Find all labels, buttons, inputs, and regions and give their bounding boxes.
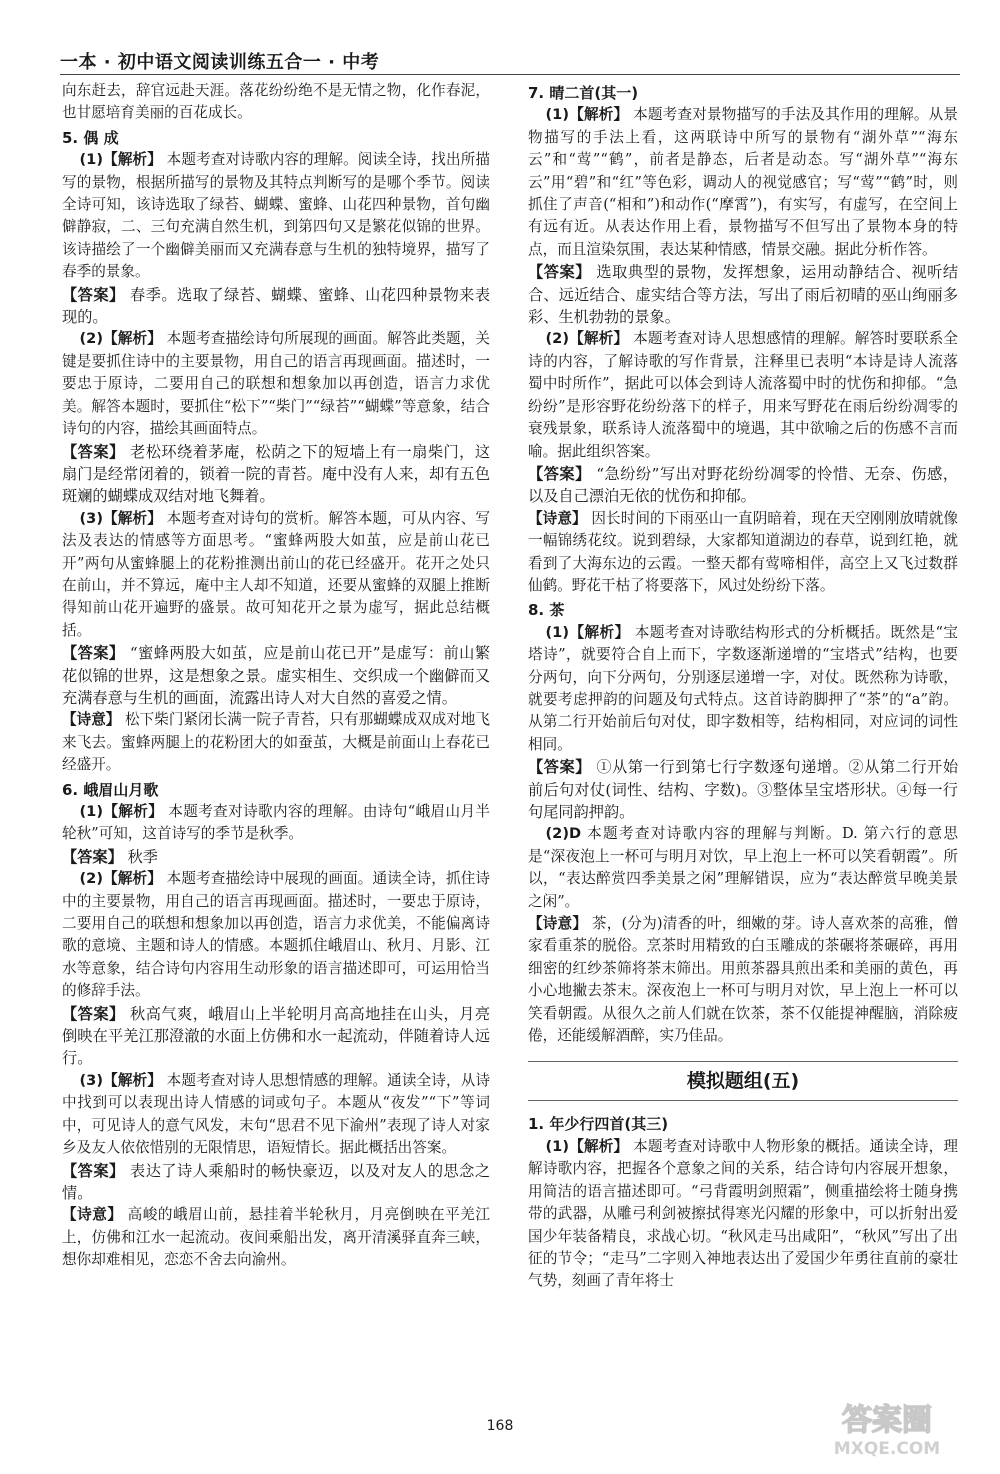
- answer-text: 选取典型的景物，发挥想象，运用动静结合、视听结合、远近结合、虚实结合等方法，写出了雨后初晴的巫山绚丽多彩、生机勃勃的景象。: [528, 263, 959, 327]
- left-column: [62, 80, 490, 1272]
- answer-tag: 【答案】: [62, 1004, 125, 1023]
- analysis-tag: (2)D: [545, 825, 582, 843]
- q7-answer-1: [528, 261, 958, 328]
- analysis-text: 本题考查对景物描写的手法及其作用的理解。从景物描写的手法上看，这两联诗中所写的景物有“湖外草”“海东云”和“莺”“鹤”，前者是静态，后者是动态。写“湖外草”“海东云”用“碧”和“红”等色彩，调动人的视觉感官；写“莺”“鹤”时，则抓住了声音(“相和”)和动作(“摩霄”)，有实写，有虚写，在空间上有远有近。从表达作用上看，景物描写不但写出了景物本身的特点，而且渲染氛围，表达某种情感，情景交融。据此分析作答。: [528, 106, 958, 258]
- analysis-text: 本题考查对诗句的赏析。解答本题，可从内容、写法及表达的情感等方面思考。“蜜蜂两股大如茧，应是前山花已开”两句从蜜蜂腿上的花粉推测出前山的花已经盛开。花开之处只在前山，并不算远，庵中主人却不知道，还要从蜜蜂的双腿上推断得知前山花开遍野的盛景。故可知花开之景为虚写，据此总结概括。: [62, 509, 490, 639]
- watermark-logo: [802, 1396, 972, 1460]
- meaning-tag: 【诗意】: [528, 915, 588, 933]
- q8-answer-1: [528, 756, 958, 823]
- answer-tag: 【答案】: [62, 847, 123, 866]
- q5-answer-3: [62, 642, 490, 709]
- answer-text: 表达了诗人乘船时的畅快豪迈，以及对友人的思念之情。: [62, 1161, 491, 1202]
- question-7-title: 7. 晴二首(其一): [528, 84, 639, 102]
- answer-text: “急纷纷”写出对野花纷纷凋零的怜惜、无奈、伤感，以及自己漂泊无依的忧伤和抑郁。: [528, 464, 959, 506]
- analysis-tag: (2)【解析】: [79, 870, 162, 888]
- answer-tag: 【答案】: [528, 758, 591, 777]
- analysis-tag: (2)【解析】: [545, 330, 629, 348]
- q7-answer-2: [528, 463, 958, 508]
- q6-answer-1: [62, 846, 490, 868]
- meaning-tag: 【诗意】: [62, 711, 121, 729]
- q5-analysis-2: [62, 328, 490, 440]
- analysis-tag: (1)【解析】: [545, 106, 629, 124]
- question-6-title: 6. 峨眉山月歌: [62, 780, 159, 799]
- analysis-tag: (3)【解析】: [79, 1071, 162, 1089]
- q6-analysis-3: [62, 1070, 490, 1160]
- meaning-text: 因长时间的下雨巫山一直阴暗着，现在天空刚刚放晴就像一幅锦绣花纹。说到碧绿，大家都知道湖边的春草，说到红艳，就看到了大海东边的云霞。一整天都有莺啼相伴，高空上又飞过数群仙鹤。野花干枯了将要落下，风过处纷纷下落。: [528, 509, 958, 594]
- answer-tag: 【答案】: [528, 464, 591, 483]
- watermark-text: 答案圈: [842, 1403, 932, 1438]
- answer-text: “蜜蜂两股大如茧，应是前山花已开”是虚写：前山繁花似锦的世界，这是想象之景。虚实相生、交织成一个幽僻而又充满春意与生机的画面，流露出诗人对大自然的喜爱之情。: [62, 644, 491, 707]
- analysis-tag: (1)【解析】: [79, 803, 164, 820]
- q7-analysis-1: [528, 104, 958, 261]
- page-number: 168: [486, 1418, 514, 1434]
- q6-analysis-2: [62, 868, 490, 1002]
- analysis-tag: (2)【解析】: [79, 330, 162, 348]
- analysis-tag: (1)【解析】: [79, 151, 162, 169]
- q5-analysis-1: [62, 149, 490, 283]
- q8-analysis-2: [528, 823, 958, 913]
- analysis-text: 本题考查对诗歌内容的理解。阅读全诗，找出所描写的景物，根据所描写的景物及其特点判断写的是哪个季节。阅读全诗可知，该诗选取了绿苔、蝴蝶、蜜蜂、山花四种景物，首句幽僻静寂，二、三句充满自然生机，到第四句又是繁花似锦的世界。该诗描绘了一个幽僻美丽而又充满春意与生机的独特境界，描写了春季的景象。: [62, 151, 490, 281]
- question-1-title: 1. 年少行四首(其三): [528, 1115, 669, 1134]
- q6-poem-meaning: [62, 1204, 490, 1271]
- analysis-text: 本题考查对诗人思想情感的理解。通读全诗，从诗中找到可以表现出诗人情感的词或句子。本题从“夜发”“下”等词中，可见诗人的意气风发，末句“思君不见下渝州”表现了诗人对家乡及友人依依惜别的无限情思，语短情长。据此概括出答案。: [62, 1071, 490, 1157]
- q1-analysis-1: [528, 1136, 958, 1293]
- analysis-text: 本题考查对诗歌中人物形象的概括。通读全诗，理解诗歌内容，把握各个意象之间的关系，结合诗句内容展开想象，用简洁的语言描述即可。“弓背霞明剑照霜”，侧重描绘将士随身携带的武器，从雕弓利剑被擦拭得寒光闪耀的形象中，可以折射出爱国少年装备精良，求战心切。“秋风走马出咸阳”，“秋风”写出了出征的节令；“走马”二字则入神地表达出了爱国少年勇往直前的豪壮气势，刻画了青年将士: [528, 1137, 958, 1290]
- answer-tag: 【答案】: [62, 1161, 125, 1180]
- answer-text: 春季。选取了绿苔、蝴蝶、蜜蜂、山花四种景物来表现的。: [62, 285, 491, 327]
- analysis-text: 本题考查对诗歌结构形式的分析概括。既然是“宝塔诗”，就要符合自上而下，字数逐渐递增的“宝塔式”结构，也要分两句，向下分两句，分别逐层递增一字，对仗。既然称为诗歌，就要考虑押韵的问题及句式特点。这首诗韵脚押了“茶”的“a”韵。从第二行开始前后句对仗，即字数相等，结构相同，对应词的词性相同。: [528, 623, 959, 753]
- right-column: [528, 80, 958, 1293]
- header-divider: [60, 74, 960, 75]
- question-5-title: 5. 偶 成: [62, 128, 119, 147]
- answer-tag: 【答案】: [528, 263, 591, 282]
- analysis-tag: (1)【解析】: [545, 1137, 629, 1155]
- analysis-text: 本题考查对诗人思想感情的理解。解答时要联系全诗的内容，了解诗歌的写作背景，注释里已表明“本诗是诗人流落蜀中时所作”，据此可以体会到诗人流落蜀中时的忧伤和抑郁。“急纷纷”是形容野花纷纷落下的样子，用来写野花在雨后纷纷凋零的衰残景象，联系诗人流落蜀中的境遇，其中欲喻之后的伤感不言而喻。据此组织答案。: [528, 330, 958, 460]
- q8-poem-meaning: [528, 913, 958, 1047]
- watermark-url: MXQE.COM: [833, 1439, 941, 1459]
- intro-paragraph: 向东赶去，辞官远赴天涯。落花纷纷绝不是无情之物，化作春泥，也甘愿培育美丽的百花成长。: [62, 82, 490, 122]
- analysis-text: 本题考查对诗歌内容的理解。由诗句“峨眉山月半轮秋”可知，这首诗写的季节是秋季。: [62, 803, 490, 843]
- q6-answer-3: [62, 1160, 490, 1205]
- meaning-tag: 【诗意】: [528, 509, 587, 527]
- answer-text: 秋季: [127, 847, 158, 866]
- q6-analysis-1: [62, 801, 490, 846]
- analysis-text: 本题考查描绘诗句所展现的画面。解答此类题，关键是要抓住诗中的主要景物，用自己的语言再现画面。描述时，一要忠于原诗，二要用自己的联想和想象加以再创造，语言力求优美。解答本题时，要抓住“松下”“柴门”“绿苔”“蝴蝶”等意象，结合诗句的内容，描绘其画面特点。: [62, 330, 490, 438]
- q5-answer-2: [62, 441, 490, 508]
- question-8-title: 8. 茶: [528, 601, 565, 620]
- q5-answer-1: [62, 284, 490, 329]
- q7-analysis-2: [528, 328, 958, 462]
- answer-tag: 【答案】: [62, 644, 125, 663]
- meaning-text: 松下柴门紧闭长满一院子青苔，只有那蝴蝶成双成对地飞来飞去。蜜蜂两腿上的花粉团大的如蚕茧，大概是前面山上春花已经盛开。: [62, 711, 490, 774]
- answer-text: 秋高气爽，峨眉山上半轮明月高高地挂在山头，月亮倒映在平羌江那澄澈的水面上仿佛和水一起流动，伴随着诗人远行。: [62, 1004, 491, 1068]
- section-title: 模拟题组(五): [528, 1061, 958, 1101]
- q7-poem-meaning: [528, 508, 958, 598]
- analysis-tag: (3)【解析】: [79, 509, 162, 527]
- analysis-text: 本题考查描绘诗中展现的画面。通读全诗，抓住诗中的主要景物，用自己的语言再现画面。描述时，一要忠于原诗，二要用自己的联想和想象加以再创造，语言力求优美，不能偏离诗歌的意境、主题和诗人的情感。本题抓住峨眉山、秋月、月影、江水等意象，结合诗句内容用生动形象的语言描述即可，可运用恰当的修辞手法。: [62, 870, 490, 1000]
- q5-analysis-3: [62, 508, 490, 642]
- answer-tag: 【答案】: [62, 285, 125, 304]
- q5-poem-meaning: [62, 709, 490, 776]
- page-header: 一本 · 初中语文阅读训练五合一 · 中考: [60, 52, 380, 73]
- analysis-text: 本题考查对诗歌内容的理解与判断。D. 第六行的意思是“深夜泡上一杯可与明月对饮，早上泡上一杯可以笑看朝霞”。所以，“表达醉赏四季美景之闲”理解错误，应为“表达醉赏早晚美景之闲”。: [528, 825, 959, 910]
- answer-text: 老松环绕着茅庵，松荫之下的短墙上有一扇柴门，这扇门是经常闭着的，锁着一院的青苔。庵中没有人来，却有五色斑斓的蝴蝶成双结对地飞舞着。: [62, 442, 491, 506]
- analysis-tag: (1)【解析】: [545, 623, 630, 641]
- meaning-text: 茶，(分为)清香的叶，细嫩的芽。诗人喜欢茶的高雅，僧家看重茶的脱俗。烹茶时用精致的白玉雕成的茶碾将茶碾碎，再用细密的红纱茶筛将茶末筛出。用煎茶器具煎出柔和美丽的黄色，再小心地撇去茶末。深夜泡上一杯可与明月对饮，早上泡上一杯可以笑看朝霞。从很久之前人们就在饮茶，茶不仅能提神醒脑，消除疲倦，还能缓解酒醉，实乃佳品。: [528, 915, 959, 1045]
- q6-answer-2: [62, 1003, 490, 1070]
- q8-analysis-1: [528, 622, 958, 756]
- answer-text: ①从第一行到第七行字数逐句递增。②从第二行开始前后句对仗(词性、结构、字数)。③整体呈宝塔形状。④每一行句尾同韵押韵。: [528, 758, 959, 821]
- meaning-text: 高峻的峨眉山前，悬挂着半轮秋月，月亮倒映在平羌江上，仿佛和江水一起流动。夜间乘船出发，离开清溪驿直奔三峡，想你却难相见，恋恋不舍去向渝州。: [62, 1206, 490, 1269]
- answer-tag: 【答案】: [62, 442, 125, 461]
- meaning-tag: 【诗意】: [62, 1206, 123, 1224]
